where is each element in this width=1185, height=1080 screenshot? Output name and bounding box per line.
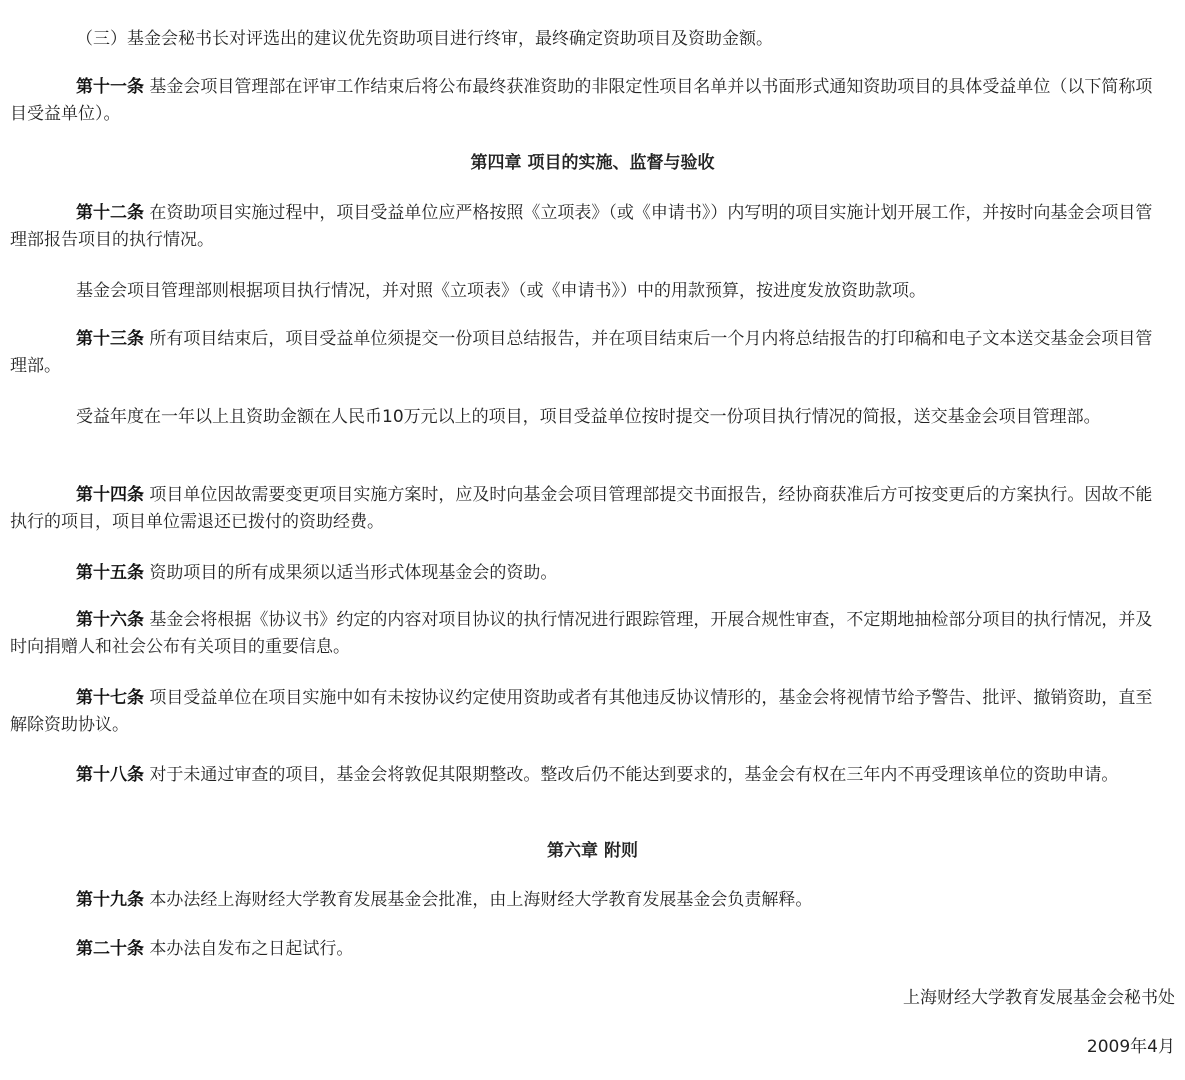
article-label: 第十一条 (76, 77, 144, 97)
chapter-heading-4: 第四章 项目的实施、监督与验收 (470, 153, 715, 173)
article-label: 第十三条 (76, 329, 144, 349)
article-19 (10, 887, 1167, 914)
paragraph-text: （三）基金会秘书长对评选出的建议优先资助项目进行终审，最终确定资助项目及资助金额。 (76, 29, 773, 49)
article-label: 第十八条 (76, 765, 144, 785)
article-text: 所有项目结束后，项目受益单位须提交一份项目总结报告，并在项目结束后一个月内将总结报告的打印稿和电子文本送交基金会项目管理部。 (10, 329, 1153, 376)
article-label: 第十二条 (76, 203, 144, 223)
article-text: 对于未通过审查的项目，基金会将敦促其限期整改。整改后仍不能达到要求的，基金会有权在三年内不再受理该单位的资助申请。 (144, 765, 1119, 785)
article-14 (10, 482, 1167, 536)
article-text: 资助项目的所有成果须以适当形式体现基金会的资助。 (144, 563, 558, 583)
article-20 (10, 936, 1167, 963)
article-label: 第十九条 (76, 890, 144, 910)
article-15 (10, 560, 1167, 587)
article-18 (10, 762, 1167, 789)
article-label: 第十六条 (76, 610, 144, 630)
article-label: 第十四条 (76, 485, 144, 505)
article-13 (10, 326, 1167, 380)
article-text: 本办法经上海财经大学教育发展基金会批准，由上海财经大学教育发展基金会负责解释。 (144, 890, 813, 910)
article-text: 基金会项目管理部在评审工作结束后将公布最终获准资助的非限定性项目名单并以书面形式通知资助项目的具体受益单位（以下简称项目受益单位）。 (10, 77, 1153, 124)
paragraph-disbursement (10, 278, 1167, 305)
paragraph-text: 受益年度在一年以上且资助金额在人民币10万元以上的项目，项目受益单位按时提交一份项目执行情况的简报，送交基金会项目管理部。 (76, 407, 1101, 427)
article-11 (10, 74, 1167, 128)
chapter-heading-6: 第六章 附则 (547, 841, 638, 861)
article-text: 基金会将根据《协议书》约定的内容对项目协议的执行情况进行跟踪管理，开展合规性审查，不定期地抽检部分项目的执行情况，并及时向捐赠人和社会公布有关项目的重要信息。 (10, 610, 1153, 657)
paragraph-text: 基金会项目管理部则根据项目执行情况，并对照《立项表》（或《申请书》）中的用款预算，按进度发放资助款项。 (76, 281, 926, 301)
paragraph-brief-report (10, 404, 1167, 431)
article-label: 第二十条 (76, 939, 144, 959)
article-label: 第十五条 (76, 563, 144, 583)
article-text: 在资助项目实施过程中，项目受益单位应严格按照《立项表》（或《申请书》）内写明的项目实施计划开展工作，并按时向基金会项目管理部报告项目的执行情况。 (10, 203, 1153, 250)
signature-organization: 上海财经大学教育发展基金会秘书处 (903, 988, 1175, 1008)
article-text: 项目单位因故需要变更项目实施方案时，应及时向基金会项目管理部提交书面报告，经协商获准后方可按变更后的方案执行。因故不能执行的项目，项目单位需退还已拨付的资助经费。 (10, 485, 1153, 532)
article-17 (10, 685, 1167, 739)
article-12 (10, 200, 1167, 254)
article-16 (10, 607, 1167, 661)
article-text: 本办法自发布之日起试行。 (144, 939, 354, 959)
article-text: 项目受益单位在项目实施中如有未按协议约定使用资助或者有其他违反协议情形的，基金会将视情节给予警告、批评、撤销资助，直至解除资助协议。 (10, 688, 1153, 735)
article-label: 第十七条 (76, 688, 144, 708)
paragraph-item-3 (10, 26, 1167, 53)
signature-date: 2009年4月 (1086, 1037, 1175, 1057)
